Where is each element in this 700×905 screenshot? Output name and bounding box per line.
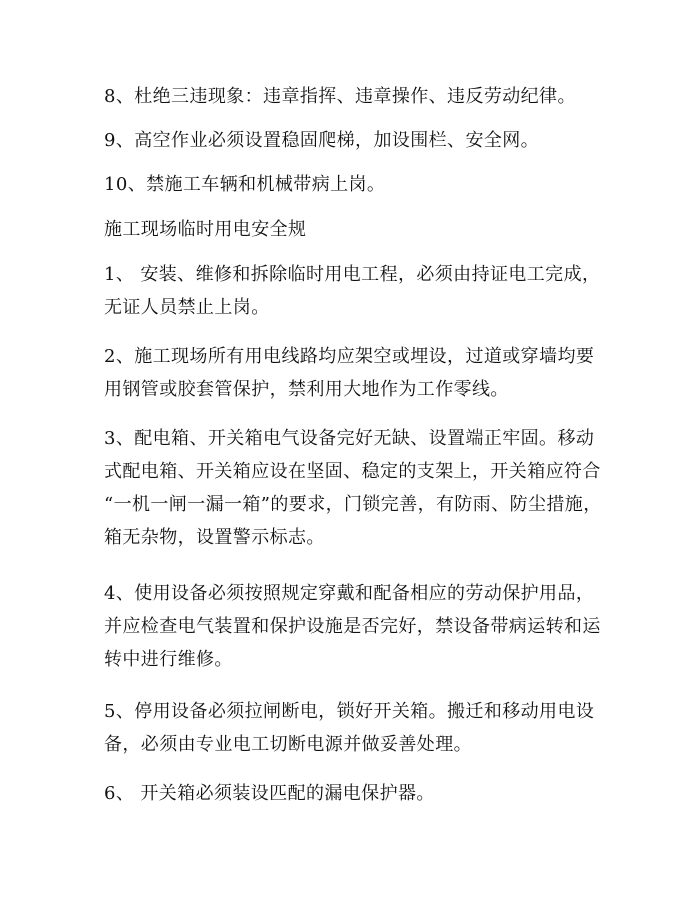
paragraph-item-3 <box>104 422 624 554</box>
paragraph-item-2 <box>104 340 624 406</box>
paragraph-line: 9、高空作业必须设置稳固爬梯，加设围栏、安全网。 <box>104 130 540 151</box>
paragraph-line: 无证人员禁止上岗。 <box>104 297 270 318</box>
paragraph-item-4 <box>104 577 624 676</box>
paragraph-item-6 <box>104 777 624 810</box>
paragraph-line: 6、 开关箱必须装设匹配的漏电保护器。 <box>104 783 435 804</box>
paragraph-line: 2、施工现场所有用电线路均应架空或埋设，过道或穿墙均要 <box>104 346 595 367</box>
paragraph-line: 备，必须由专业电工切断电源并做妥善处理。 <box>104 734 472 755</box>
paragraph-line: 式配电箱、开关箱应设在坚固、稳定的支架上，开关箱应符合 <box>104 461 601 482</box>
section-heading-text: 施工现场临时用电安全规 <box>104 219 307 240</box>
paragraph-line: 10、禁施工车辆和机械带病上岗。 <box>104 174 386 195</box>
paragraph-item-5 <box>104 695 624 761</box>
paragraph-line: 1、 安装、维修和拆除临时用电工程，必须由持证电工完成， <box>104 264 601 285</box>
paragraph-item-10 <box>104 168 624 201</box>
paragraph-line: 4、使用设备必须按照规定穿戴和配备相应的劳动保护用品， <box>104 583 595 604</box>
paragraph-item-8 <box>104 80 624 113</box>
paragraph-line: 用钢管或胶套管保护，禁利用大地作为工作零线。 <box>104 379 509 400</box>
paragraph-line: 3、配电箱、开关箱电气设备完好无缺、设置端正牢固。移动 <box>104 428 595 449</box>
paragraph-item-9 <box>104 124 624 157</box>
paragraph-line: 8、杜绝三违现象：违章指挥、违章操作、违反劳动纪律。 <box>104 86 576 107</box>
paragraph-line: 箱无杂物，设置警示标志。 <box>104 527 325 548</box>
paragraph-line: 5、停用设备必须拉闸断电，锁好开关箱。搬迁和移动用电设 <box>104 701 595 722</box>
paragraph-line: “一机一闸一漏一箱”的要求，门锁完善，有防雨、防尘措施， <box>104 494 602 515</box>
paragraph-line: 转中进行维修。 <box>104 649 233 670</box>
paragraph-line: 并应检查电气装置和保护设施是否完好，禁设备带病运转和运 <box>104 616 601 637</box>
paragraph-item-1 <box>104 258 624 324</box>
section-heading <box>104 213 624 246</box>
